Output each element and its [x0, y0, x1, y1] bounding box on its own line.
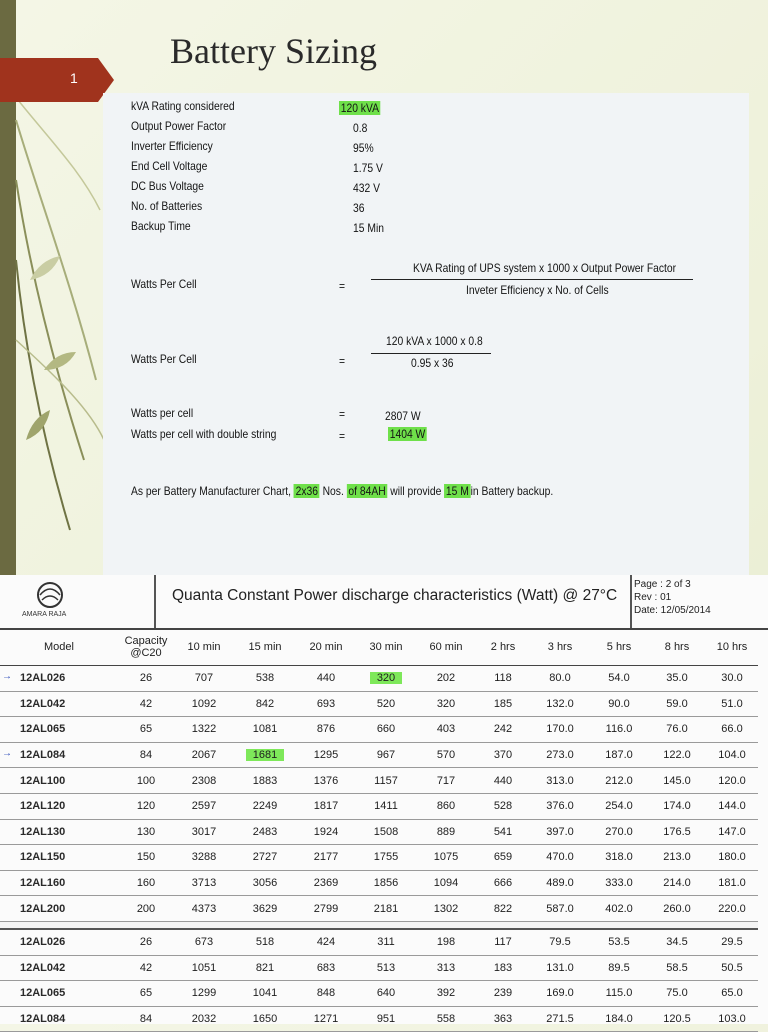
table-cell: 538 — [234, 666, 296, 692]
table-cell: 1041 — [234, 981, 296, 1007]
table-cell: 4373 — [174, 896, 234, 922]
formula1-label: Watts Per Cell — [131, 277, 197, 291]
table-cell: 220.0 — [706, 896, 758, 922]
table-cell: 376.0 — [530, 793, 590, 819]
highlight-battery-capacity: of 84AH — [348, 484, 386, 498]
table-cell: 75.0 — [648, 981, 706, 1007]
table-cell: 12AL100 — [0, 768, 118, 794]
table-cell: 214.0 — [648, 870, 706, 896]
table-cell: 181.0 — [706, 870, 758, 896]
highlight-backup-time: 15 M — [445, 484, 469, 498]
table-cell: 1094 — [416, 870, 476, 896]
table-cell: 131.0 — [530, 955, 590, 981]
table-cell: 76.0 — [648, 717, 706, 743]
conclusion-text: As per Battery Manufacturer Chart, 2x36 Nos. of 84AH will provide 15 M in Battery backup. — [131, 484, 554, 498]
table-cell: 311 — [356, 929, 416, 955]
table-row — [0, 981, 758, 1007]
table-cell: 59.0 — [648, 691, 706, 717]
table-cell: 26 — [118, 929, 174, 955]
table-cell: 35.0 — [648, 666, 706, 692]
table-cell: 1299 — [174, 981, 234, 1007]
param-value: 120 kVA — [340, 101, 379, 115]
table-cell: 821 — [234, 955, 296, 981]
table-row — [0, 666, 758, 692]
table-cell: 183 — [476, 955, 530, 981]
table-cell: 513 — [356, 955, 416, 981]
table-cell: 273.0 — [530, 742, 590, 768]
table-cell: 2032 — [174, 1006, 234, 1032]
table-cell: 29.5 — [706, 929, 758, 955]
table-cell: 848 — [296, 981, 356, 1007]
highlighted-value: 1681 — [246, 749, 284, 761]
table-cell: 144.0 — [706, 793, 758, 819]
table-cell: 79.5 — [530, 929, 590, 955]
table-cell: 174.0 — [648, 793, 706, 819]
table-cell: 320 — [416, 691, 476, 717]
table-row — [0, 955, 758, 981]
table-header-row — [0, 629, 758, 666]
table-cell: 90.0 — [590, 691, 648, 717]
table-cell: 260.0 — [648, 896, 706, 922]
table-cell: 717 — [416, 768, 476, 794]
svg-text:AMARA RAJA: AMARA RAJA — [22, 611, 67, 618]
table-cell: 120 — [118, 793, 174, 819]
table-cell: 80.0 — [530, 666, 590, 692]
table-cell: 84 — [118, 1006, 174, 1032]
table-cell: 640 — [356, 981, 416, 1007]
table-cell: 313.0 — [530, 768, 590, 794]
table-cell: 1271 — [296, 1006, 356, 1032]
table-cell: 876 — [296, 717, 356, 743]
amara-raja-logo-icon — [20, 579, 90, 625]
formula2-denominator: 0.95 x 36 — [411, 356, 454, 370]
table-cell: 951 — [356, 1006, 416, 1032]
table-cell: 147.0 — [706, 819, 758, 845]
table-cell: 3017 — [174, 819, 234, 845]
table-cell: 12AL150 — [0, 845, 118, 871]
table-cell: 889 — [416, 819, 476, 845]
table-cell: 65 — [118, 981, 174, 1007]
table-cell: 2799 — [296, 896, 356, 922]
table-cell: 12AL026 — [0, 929, 118, 955]
battery-sizing-calculation — [103, 93, 749, 575]
column-header: 8 hrs — [648, 629, 706, 666]
param-value: 95% — [353, 141, 374, 155]
result1-label: Watts per cell — [131, 406, 194, 420]
table-cell: 660 — [356, 717, 416, 743]
table-cell: 1650 — [234, 1006, 296, 1032]
table-cell: 1051 — [174, 955, 234, 981]
table-cell: 116.0 — [590, 717, 648, 743]
table-cell: 403 — [416, 717, 476, 743]
table-cell: 363 — [476, 1006, 530, 1032]
table-cell: 213.0 — [648, 845, 706, 871]
header-divider — [154, 575, 156, 629]
table-cell: 132.0 — [530, 691, 590, 717]
row-marker-arrow-icon: → — [2, 671, 12, 682]
table-cell: 1376 — [296, 768, 356, 794]
table-cell: 160 — [118, 870, 174, 896]
slide-number: 1 — [70, 70, 78, 86]
param-label: Output Power Factor — [131, 119, 227, 133]
param-value: 1.75 V — [353, 161, 383, 175]
table-cell: 666 — [476, 870, 530, 896]
page-info: Page : 2 of 3 Rev : 01 Date: 12/05/2014 — [634, 579, 711, 616]
table-cell: 313 — [416, 955, 476, 981]
param-label: DC Bus Voltage — [131, 179, 204, 193]
table-cell: 424 — [296, 929, 356, 955]
table-cell: 50.5 — [706, 955, 758, 981]
slide-number-badge — [0, 58, 114, 102]
table-cell: 54.0 — [590, 666, 648, 692]
table-cell: 333.0 — [590, 870, 648, 896]
table-cell: 271.5 — [530, 1006, 590, 1032]
table-cell: 3288 — [174, 845, 234, 871]
table-cell: 53.5 — [590, 929, 648, 955]
table-cell: 1883 — [234, 768, 296, 794]
table-cell: 12AL042 — [0, 691, 118, 717]
table-cell: 170.0 — [530, 717, 590, 743]
column-header: 10 hrs — [706, 629, 758, 666]
table-cell: 1817 — [296, 793, 356, 819]
table-cell: 145.0 — [648, 768, 706, 794]
table-cell: 1302 — [416, 896, 476, 922]
table-cell: 100 — [118, 768, 174, 794]
formula2-numerator: 120 kVA x 1000 x 0.8 — [386, 334, 483, 348]
table-cell: 2369 — [296, 870, 356, 896]
table-cell: 180.0 — [706, 845, 758, 871]
result2-equals: = — [339, 429, 346, 443]
table-cell: 42 — [118, 691, 174, 717]
table-cell: 12AL130 — [0, 819, 118, 845]
table-row — [0, 845, 758, 871]
param-label: No. of Batteries — [131, 199, 203, 213]
table-cell: 402.0 — [590, 896, 648, 922]
table-cell: 198 — [416, 929, 476, 955]
table-cell: 104.0 — [706, 742, 758, 768]
formula2-fraction-bar — [371, 353, 491, 354]
table-cell: 392 — [416, 981, 476, 1007]
table-cell: 1075 — [416, 845, 476, 871]
table-cell: 528 — [476, 793, 530, 819]
table-cell: 115.0 — [590, 981, 648, 1007]
column-header: Model — [0, 629, 118, 666]
table-cell: 3056 — [234, 870, 296, 896]
table-header-bar — [0, 575, 768, 629]
table-cell: 65 — [118, 717, 174, 743]
table-cell: 673 — [174, 929, 234, 955]
table-cell — [234, 742, 296, 768]
table-cell: 1157 — [356, 768, 416, 794]
table-cell: 470.0 — [530, 845, 590, 871]
table-cell: 570 — [416, 742, 476, 768]
table-section-divider — [0, 921, 758, 929]
table-row — [0, 793, 758, 819]
table-cell: 1755 — [356, 845, 416, 871]
table-cell: 370 — [476, 742, 530, 768]
table-cell: 2597 — [174, 793, 234, 819]
table-cell: 1081 — [234, 717, 296, 743]
table-cell: 12AL042 — [0, 955, 118, 981]
table-cell: 3629 — [234, 896, 296, 922]
column-header: 60 min — [416, 629, 476, 666]
table-cell: 120.0 — [706, 768, 758, 794]
table-cell: 51.0 — [706, 691, 758, 717]
table-row — [0, 929, 758, 955]
table-cell: 397.0 — [530, 819, 590, 845]
table-cell: 270.0 — [590, 819, 648, 845]
header-divider — [630, 575, 632, 629]
table-cell: 822 — [476, 896, 530, 922]
param-value: 0.8 — [353, 121, 368, 135]
formula1-equals: = — [339, 279, 346, 293]
table-cell: 1411 — [356, 793, 416, 819]
table-cell: 26 — [118, 666, 174, 692]
table-cell: 12AL065 — [0, 981, 118, 1007]
table-cell: 860 — [416, 793, 476, 819]
table-cell: 440 — [296, 666, 356, 692]
table-cell: 66.0 — [706, 717, 758, 743]
highlight-battery-count: 2x36 — [295, 484, 319, 498]
table-cell: 169.0 — [530, 981, 590, 1007]
row-marker-arrow-icon: → — [2, 747, 12, 759]
table-cell: 184.0 — [590, 1006, 648, 1032]
table-cell: 254.0 — [590, 793, 648, 819]
formula1-numerator: KVA Rating of UPS system x 1000 x Output Power Factor — [413, 261, 677, 275]
table-cell: 242 — [476, 717, 530, 743]
table-cell: 1856 — [356, 870, 416, 896]
table-cell: 200 — [118, 896, 174, 922]
table-cell: 212.0 — [590, 768, 648, 794]
table-cell: 42 — [118, 955, 174, 981]
column-header: 10 min — [174, 629, 234, 666]
table-cell: 202 — [416, 666, 476, 692]
param-label: End Cell Voltage — [131, 159, 208, 173]
table-cell: 1092 — [174, 691, 234, 717]
result2-label: Watts per cell with double string — [131, 427, 277, 441]
table-cell: 12AL065 — [0, 717, 118, 743]
table-row — [0, 717, 758, 743]
table-cell: 693 — [296, 691, 356, 717]
table-cell — [356, 666, 416, 692]
table-cell: 2181 — [356, 896, 416, 922]
param-value: 15 Min — [353, 221, 384, 235]
table-cell: 12AL084 — [0, 742, 118, 768]
table-cell: 1295 — [296, 742, 356, 768]
table-cell: 558 — [416, 1006, 476, 1032]
table-title: Quanta Constant Power discharge characteristics (Watt) @ 27°C — [172, 587, 618, 604]
page-title: Battery Sizing — [170, 31, 377, 71]
highlighted-value: 320 — [370, 672, 402, 684]
param-label: Inverter Efficiency — [131, 139, 213, 153]
table-cell: 185 — [476, 691, 530, 717]
formula2-equals: = — [339, 354, 346, 368]
column-header: 20 min — [296, 629, 356, 666]
table-cell: 150 — [118, 845, 174, 871]
table-cell: 518 — [234, 929, 296, 955]
table-cell: 117 — [476, 929, 530, 955]
table-cell: 2067 — [174, 742, 234, 768]
table-row — [0, 896, 758, 922]
column-header: 5 hrs — [590, 629, 648, 666]
table-cell: 541 — [476, 819, 530, 845]
table-cell: 12AL084 — [0, 1006, 118, 1032]
table-cell: 84 — [118, 742, 174, 768]
table-cell: 659 — [476, 845, 530, 871]
table-cell: 318.0 — [590, 845, 648, 871]
table-cell: 967 — [356, 742, 416, 768]
table-cell: 239 — [476, 981, 530, 1007]
table-row — [0, 870, 758, 896]
table-cell: 520 — [356, 691, 416, 717]
table-row — [0, 742, 758, 768]
table-cell: 2727 — [234, 845, 296, 871]
table-cell: 2249 — [234, 793, 296, 819]
table-cell: 2483 — [234, 819, 296, 845]
table-cell: 12AL160 — [0, 870, 118, 896]
table-cell: 12AL120 — [0, 793, 118, 819]
table-cell: 2308 — [174, 768, 234, 794]
column-header: 30 min — [356, 629, 416, 666]
table-cell: 1508 — [356, 819, 416, 845]
result1-equals: = — [339, 407, 346, 421]
param-label: kVA Rating considered — [131, 99, 235, 113]
table-row — [0, 1006, 758, 1032]
column-header: 3 hrs — [530, 629, 590, 666]
decorative-leaves-graphic — [0, 80, 110, 580]
table-cell: 176.5 — [648, 819, 706, 845]
table-cell: 12AL026 — [0, 666, 118, 692]
discharge-characteristics-table — [0, 575, 768, 1024]
table-cell: 2177 — [296, 845, 356, 871]
table-cell: 707 — [174, 666, 234, 692]
table-cell: 3713 — [174, 870, 234, 896]
table-cell: 30.0 — [706, 666, 758, 692]
table-cell: 120.5 — [648, 1006, 706, 1032]
table-cell: 489.0 — [530, 870, 590, 896]
formula1-fraction-bar — [371, 279, 693, 280]
table-cell: 12AL200 — [0, 896, 118, 922]
table-cell: 1924 — [296, 819, 356, 845]
result2-value: 1404 W — [389, 427, 426, 441]
table-cell: 842 — [234, 691, 296, 717]
table-cell: 440 — [476, 768, 530, 794]
table-cell: 65.0 — [706, 981, 758, 1007]
table-cell: 130 — [118, 819, 174, 845]
column-header: 2 hrs — [476, 629, 530, 666]
table-cell: 187.0 — [590, 742, 648, 768]
table-cell: 1322 — [174, 717, 234, 743]
formula1-denominator: Inveter Efficiency x No. of Cells — [466, 283, 609, 297]
column-header: 15 min — [234, 629, 296, 666]
param-label: Backup Time — [131, 219, 191, 233]
column-header: Capacity @C20 — [118, 629, 174, 666]
result1-value: 2807 W — [385, 409, 421, 423]
formula2-label: Watts Per Cell — [131, 352, 197, 366]
table-cell: 103.0 — [706, 1006, 758, 1032]
table-row — [0, 819, 758, 845]
table-cell: 89.5 — [590, 955, 648, 981]
param-value: 36 — [353, 201, 365, 215]
table-row — [0, 691, 758, 717]
table-row — [0, 768, 758, 794]
param-value: 432 V — [353, 181, 380, 195]
table-cell: 58.5 — [648, 955, 706, 981]
table-cell: 118 — [476, 666, 530, 692]
table-cell: 122.0 — [648, 742, 706, 768]
table-cell: 587.0 — [530, 896, 590, 922]
table-cell: 683 — [296, 955, 356, 981]
data-table — [0, 629, 758, 1032]
table-cell: 34.5 — [648, 929, 706, 955]
